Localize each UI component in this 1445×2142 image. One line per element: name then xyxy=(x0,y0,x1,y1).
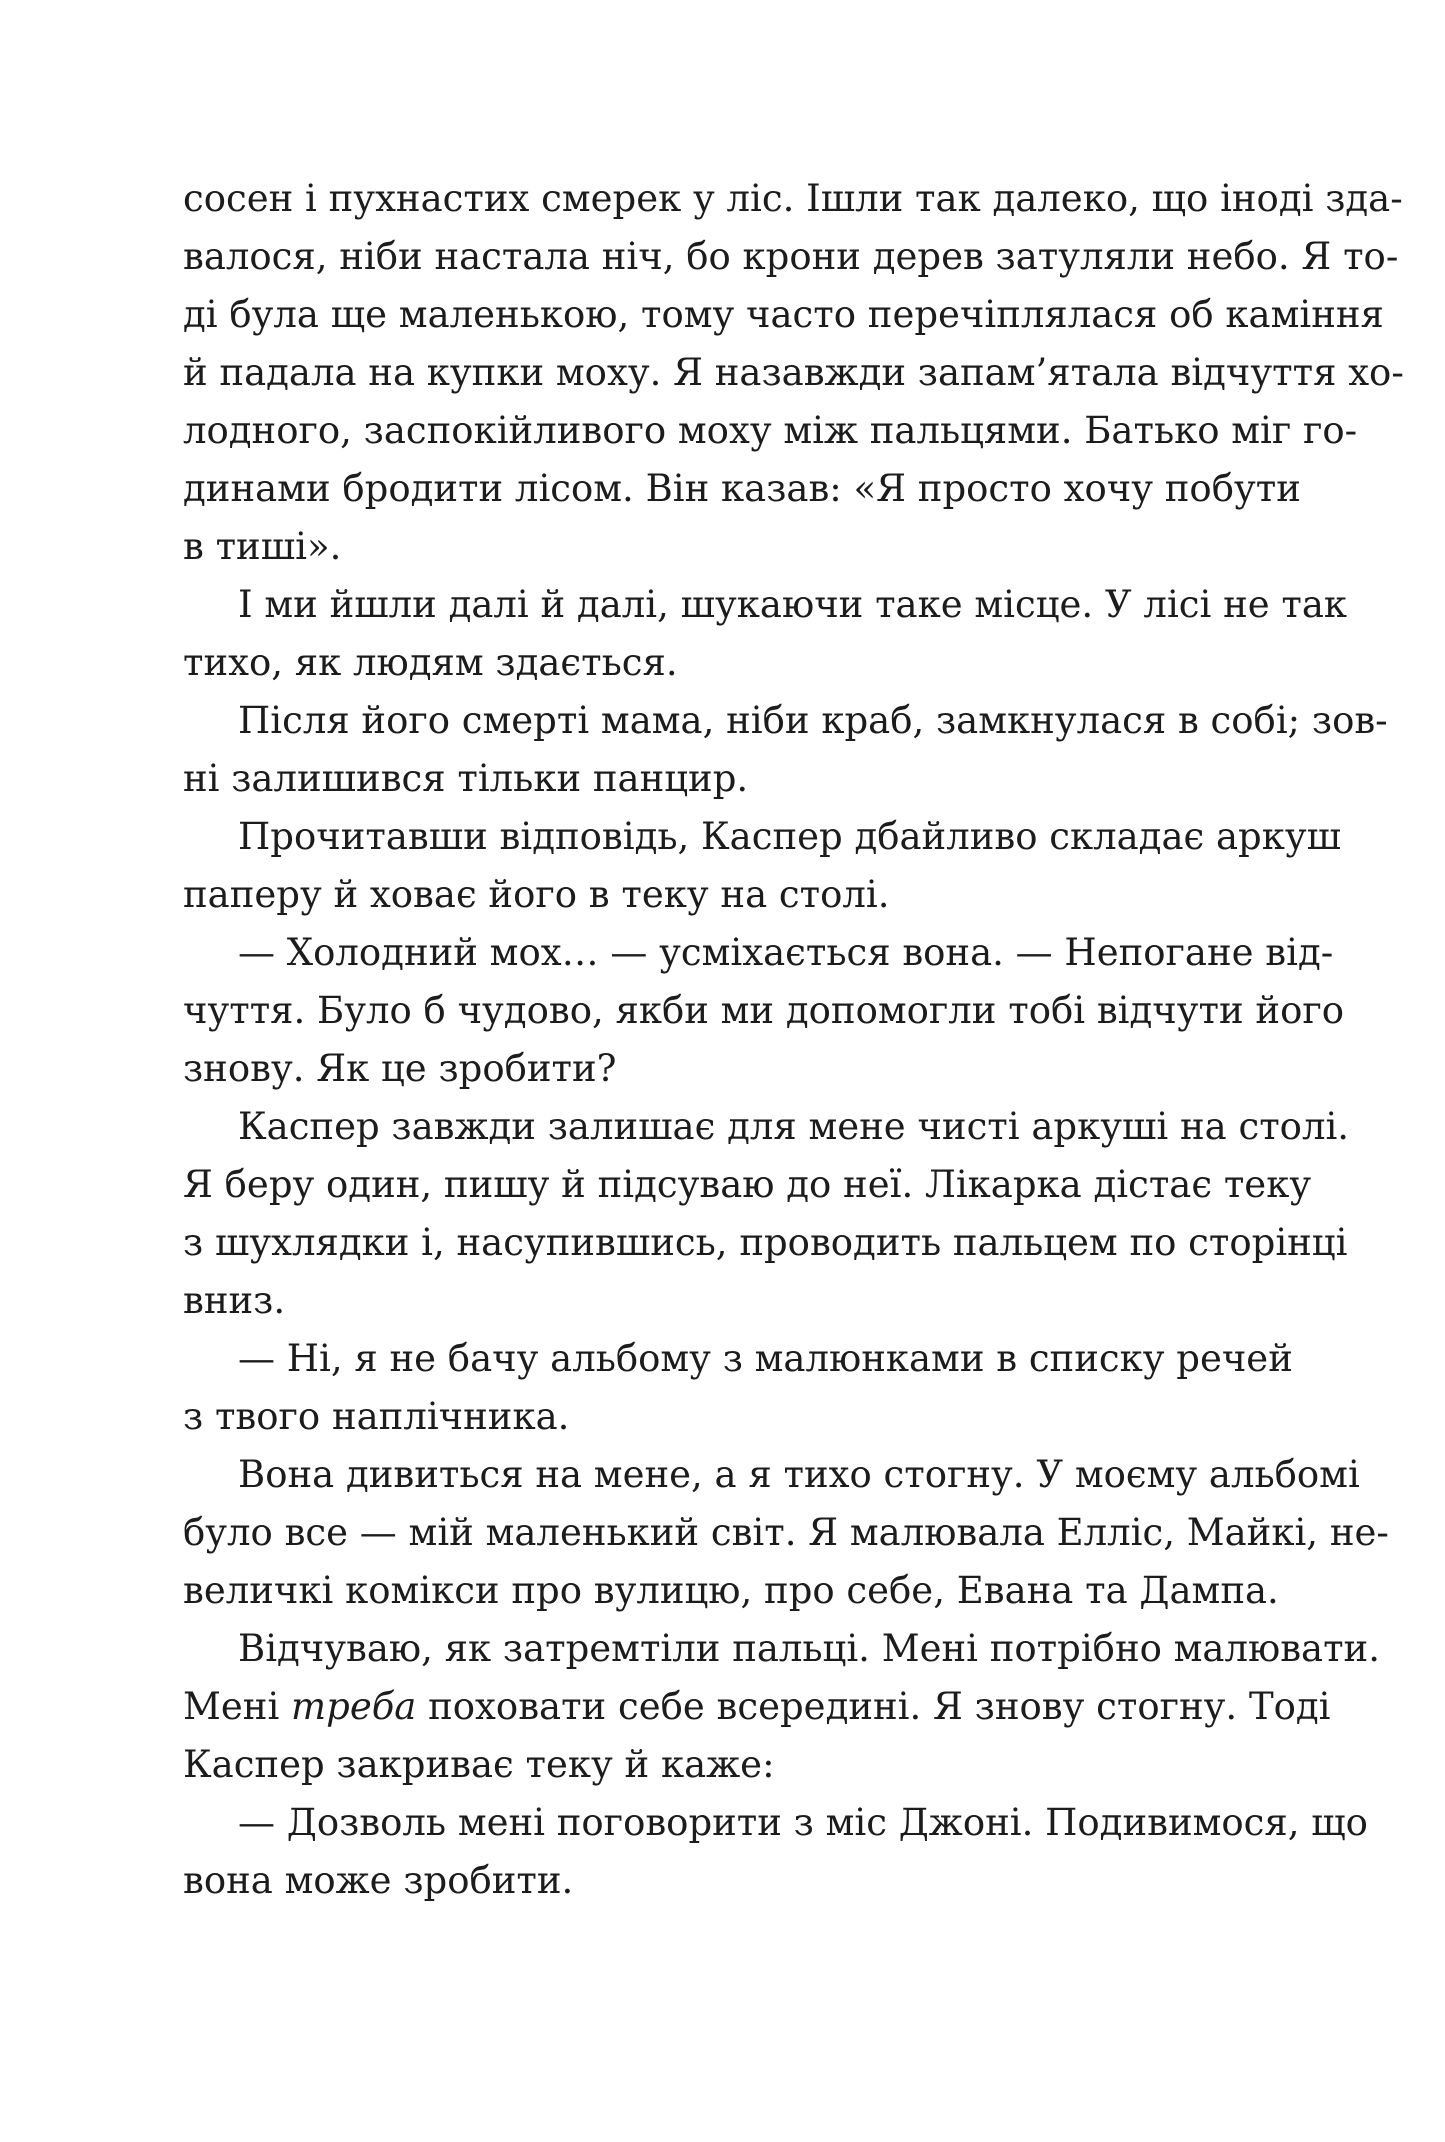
text-line: Відчуваю, як затремтіли пальці. Мені потрібно малювати. xyxy=(238,1627,1380,1670)
text-line: з шухлядки і, насупившись, проводить пальцем по сторінці xyxy=(183,1221,1348,1264)
text-line: — Ні, я не бачу альбому з малюнками в списку речей xyxy=(238,1337,1293,1380)
text-line: й падала на купки моху. Я назавжди запам’ятала відчуття хо- xyxy=(183,351,1404,394)
text-line: динами бродити лісом. Він казав: «Я просто хочу побути xyxy=(183,467,1301,510)
text-line: ні залишився тільки панцир. xyxy=(183,757,749,800)
emphasized-word: треба xyxy=(291,1685,417,1728)
text-line: валося, ніби настала ніч, бо крони дерев затуляли небо. Я то- xyxy=(183,235,1399,278)
text-line: — Дозволь мені поговорити з міс Джоні. Подивимося, що xyxy=(238,1801,1368,1844)
text-line: в тиші». xyxy=(183,525,342,568)
text-line-with-emphasis: Мені треба поховати себе всередині. Я знову стогну. Тоді xyxy=(183,1685,1331,1728)
text-line: тихо, як людям здається. xyxy=(183,641,678,684)
text-line: вона може зробити. xyxy=(183,1859,574,1902)
text-line: Каспер завжди залишає для мене чисті аркуші на столі. xyxy=(238,1105,1350,1148)
text-line: ді була ще маленькою, тому часто перечіплялася об каміння xyxy=(183,293,1384,336)
page-body-text xyxy=(183,170,1404,1910)
text-line: вниз. xyxy=(183,1279,286,1322)
text-line: — Холодний мох… — усміхається вона. — Непогане від- xyxy=(238,931,1334,974)
text-line: сосен і пухнастих смерек у ліс. Ішли так далеко, що іноді зда- xyxy=(183,177,1403,220)
text-line: Прочитавши відповідь, Каспер дбайливо складає аркуш xyxy=(238,815,1342,858)
text-line: величкі комікси про вулицю, про себе, Евана та Дампа. xyxy=(183,1569,1279,1612)
text-line: Вона дивиться на мене, а я тихо стогну. У моєму альбомі xyxy=(238,1453,1360,1496)
text-line: Після його смерті мама, ніби краб, замкнулася в собі; зов- xyxy=(238,699,1388,742)
text-line: Каспер закриває теку й каже: xyxy=(183,1743,775,1786)
text-line: паперу й ховає його в теку на столі. xyxy=(183,873,890,916)
text-line: І ми йшли далі й далі, шукаючи таке місце. У лісі не так xyxy=(238,583,1348,626)
text-line: було все — мій маленький світ. Я малювала Елліс, Майкі, не- xyxy=(183,1511,1389,1554)
text-line: з твого наплічника. xyxy=(183,1395,570,1438)
text-line: Я беру один, пишу й підсуваю до неї. Лікарка дістає теку xyxy=(183,1163,1312,1206)
text-line: чуття. Було б чудово, якби ми допомогли тобі відчути його xyxy=(183,989,1345,1032)
text-line: лодного, заспокійливого моху між пальцями. Батько міг го- xyxy=(183,409,1358,452)
text-line: знову. Як це зробити? xyxy=(183,1047,617,1090)
